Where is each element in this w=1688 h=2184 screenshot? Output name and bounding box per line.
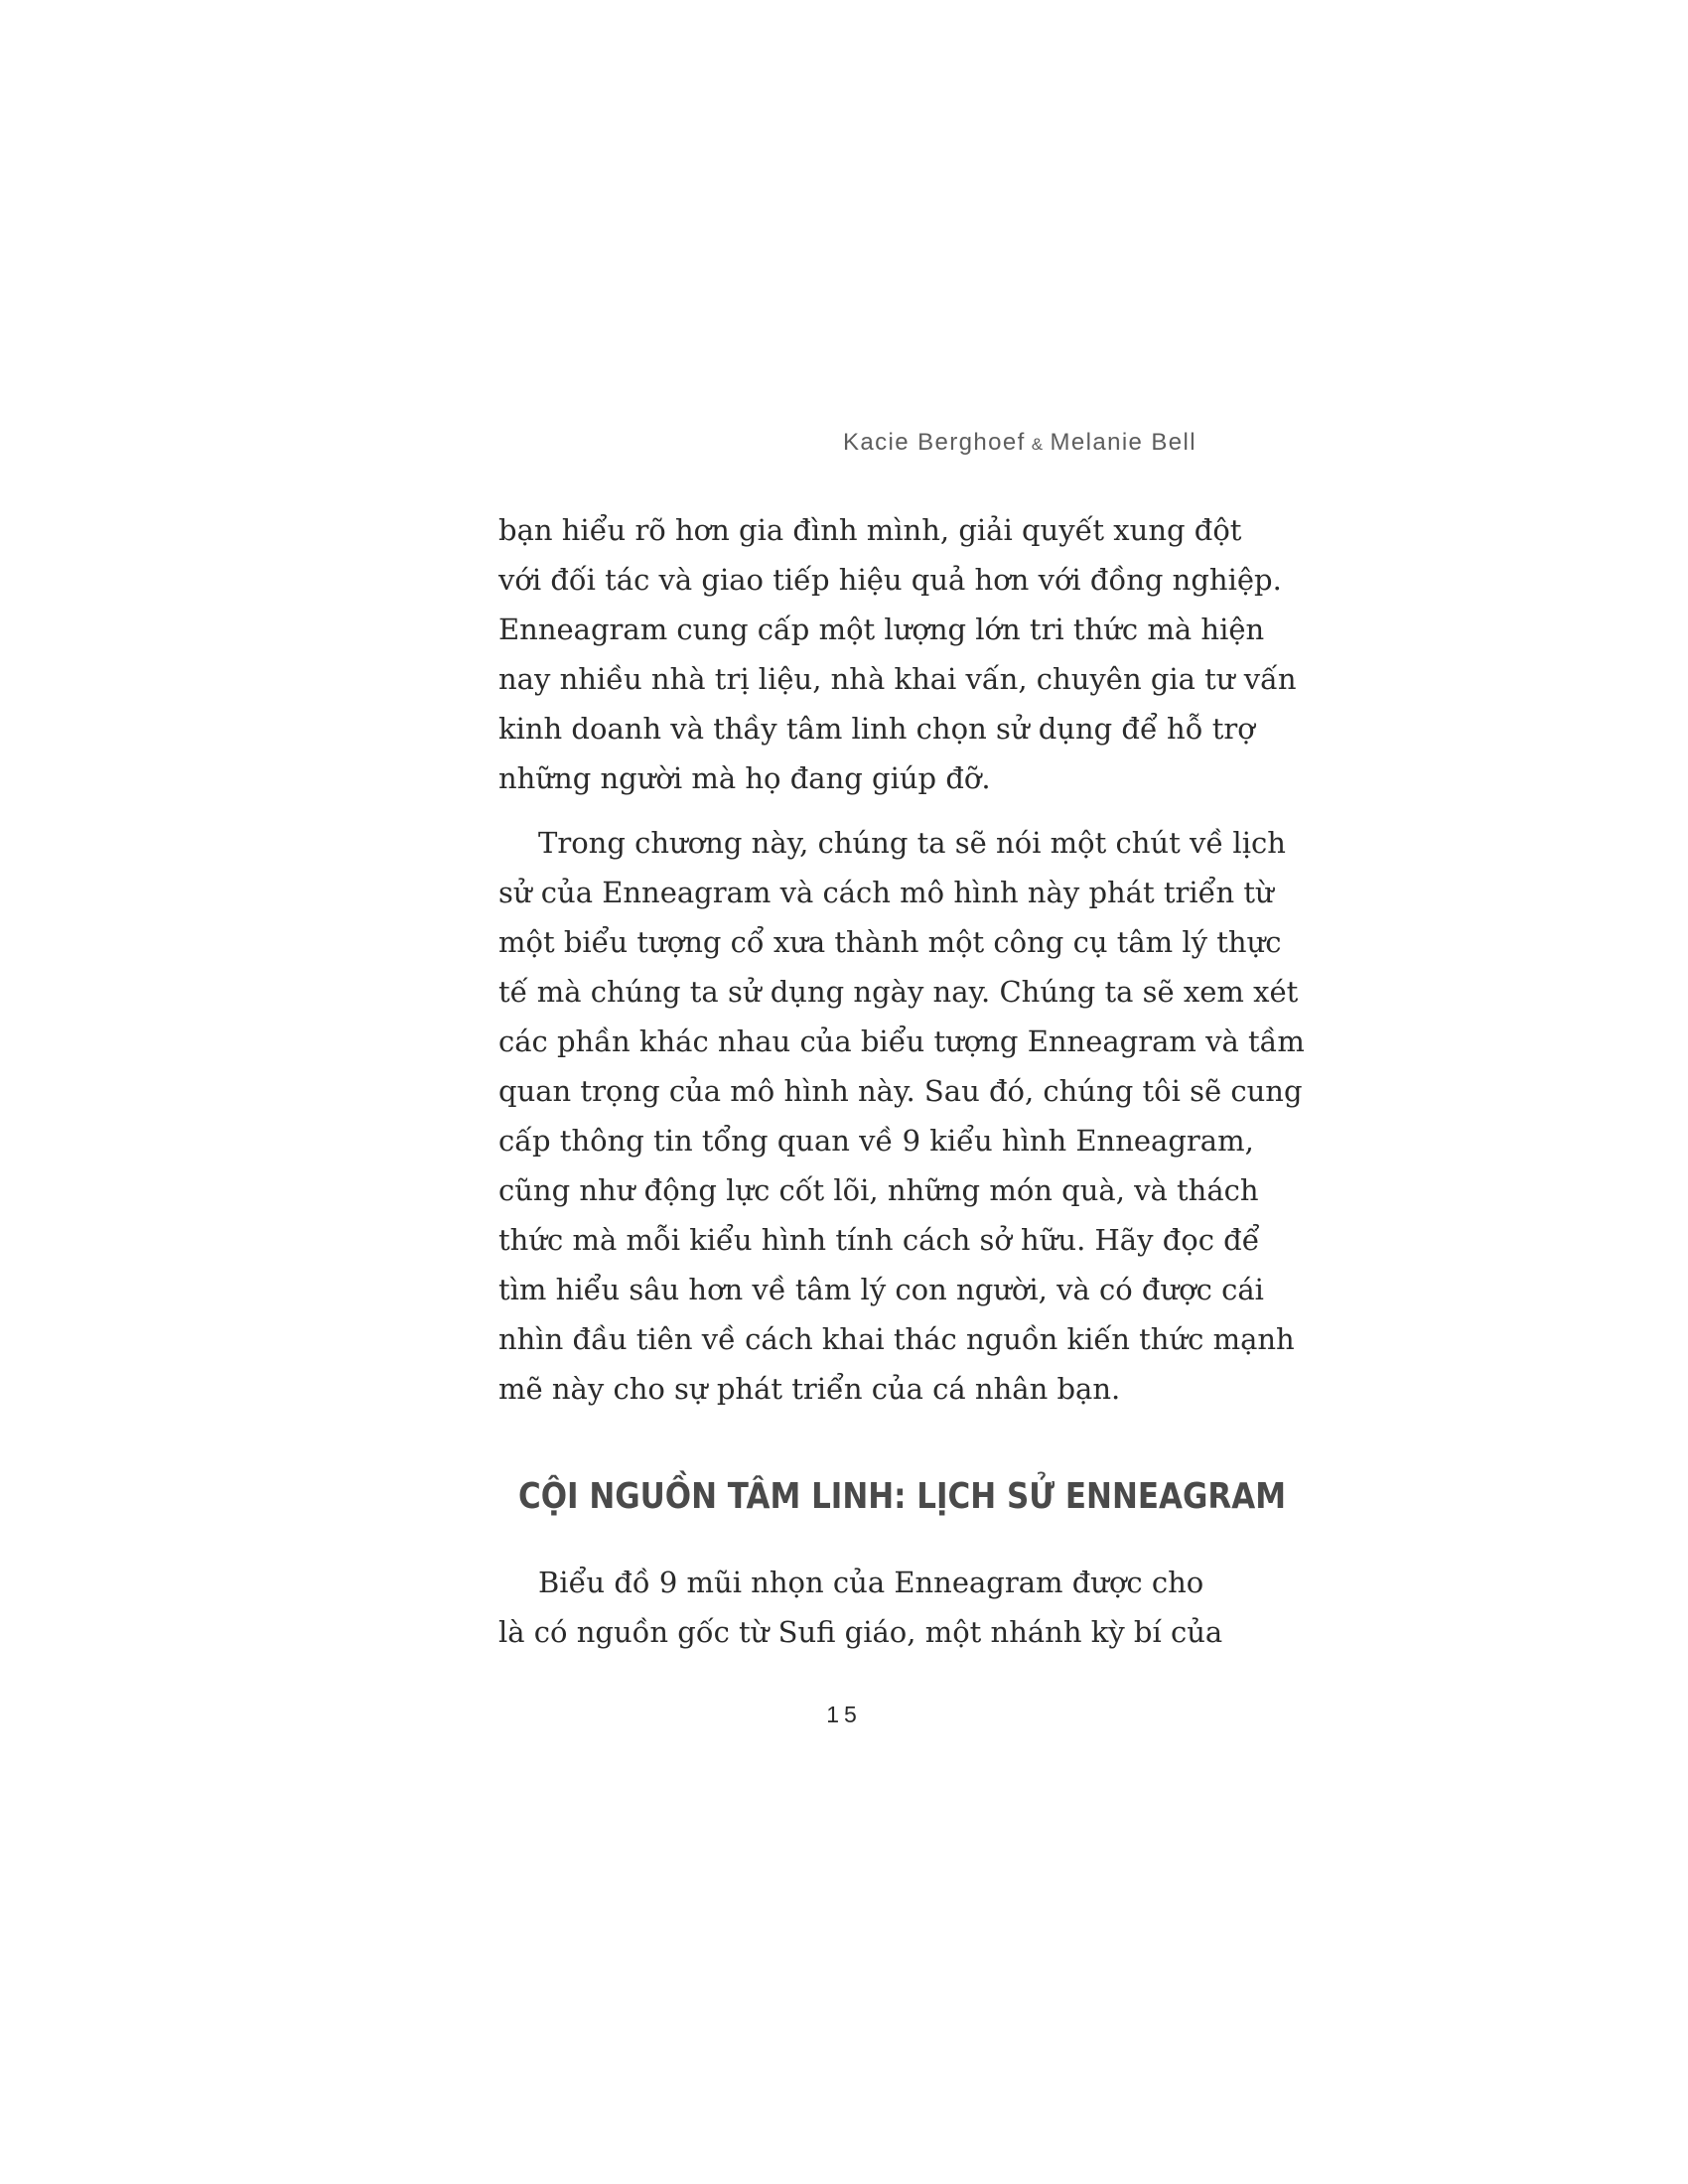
author-name-1: Kacie Berghoef — [842, 429, 1026, 456]
body-text-line: nhìn đầu tiên về cách khai thác nguồn kiến thức mạnh — [498, 1322, 1295, 1356]
body-text-line: với đối tác và giao tiếp hiệu quả hơn với đồng nghiệp. — [498, 563, 1282, 597]
section-heading: CỘI NGUỒN TÂM LINH: LỊCH SỬ ENNEAGRAM — [518, 1476, 1287, 1517]
body-text-line: Enneagram cung cấp một lượng lớn tri thức mà hiện — [498, 613, 1265, 646]
body-text-line: Trong chương này, chúng ta sẽ nói một chút về lịch — [538, 826, 1286, 860]
author-name-2: Melanie Bell — [1050, 429, 1196, 456]
body-text-line: nay nhiều nhà trị liệu, nhà khai vấn, chuyên gia tư vấn — [498, 662, 1297, 696]
body-text-line: tế mà chúng ta sử dụng ngày nay. Chúng ta sẽ xem xét — [498, 975, 1299, 1009]
body-text-line: thức mà mỗi kiểu hình tính cách sở hữu. Hãy đọc để — [498, 1223, 1260, 1257]
author-ampersand: & — [1031, 435, 1045, 454]
body-text-line: sử của Enneagram và cách mô hình này phát triển từ — [498, 876, 1274, 909]
page-number: 15 — [826, 1702, 862, 1727]
body-text-line: bạn hiểu rõ hơn gia đình mình, giải quyết xung đột — [498, 513, 1242, 547]
running-header — [496, 429, 1196, 457]
body-text-line: những người mà họ đang giúp đỡ. — [498, 761, 991, 795]
body-text-line: quan trọng của mô hình này. Sau đó, chúng tôi sẽ cung — [498, 1074, 1303, 1108]
body-text-line: tìm hiểu sâu hơn về tâm lý con người, và có được cái — [498, 1273, 1264, 1306]
body-text-line: mẽ này cho sự phát triển của cá nhân bạn. — [498, 1372, 1121, 1406]
body-text-line: cũng như động lực cốt lõi, những món quà, và thách — [498, 1173, 1259, 1207]
body-text-line: là có nguồn gốc từ Sufi giáo, một nhánh kỳ bí của — [498, 1615, 1223, 1649]
body-text-line: kinh doanh và thầy tâm linh chọn sử dụng để hỗ trợ — [498, 712, 1255, 746]
body-text-line: các phần khác nhau của biểu tượng Enneagram và tầm — [498, 1024, 1305, 1058]
body-text-line: Biểu đồ 9 mũi nhọn của Enneagram được cho — [538, 1566, 1204, 1599]
body-text-line: cấp thông tin tổng quan về 9 kiểu hình Enneagram, — [498, 1124, 1254, 1158]
body-text-line: một biểu tượng cổ xưa thành một công cụ tâm lý thực — [498, 925, 1282, 959]
